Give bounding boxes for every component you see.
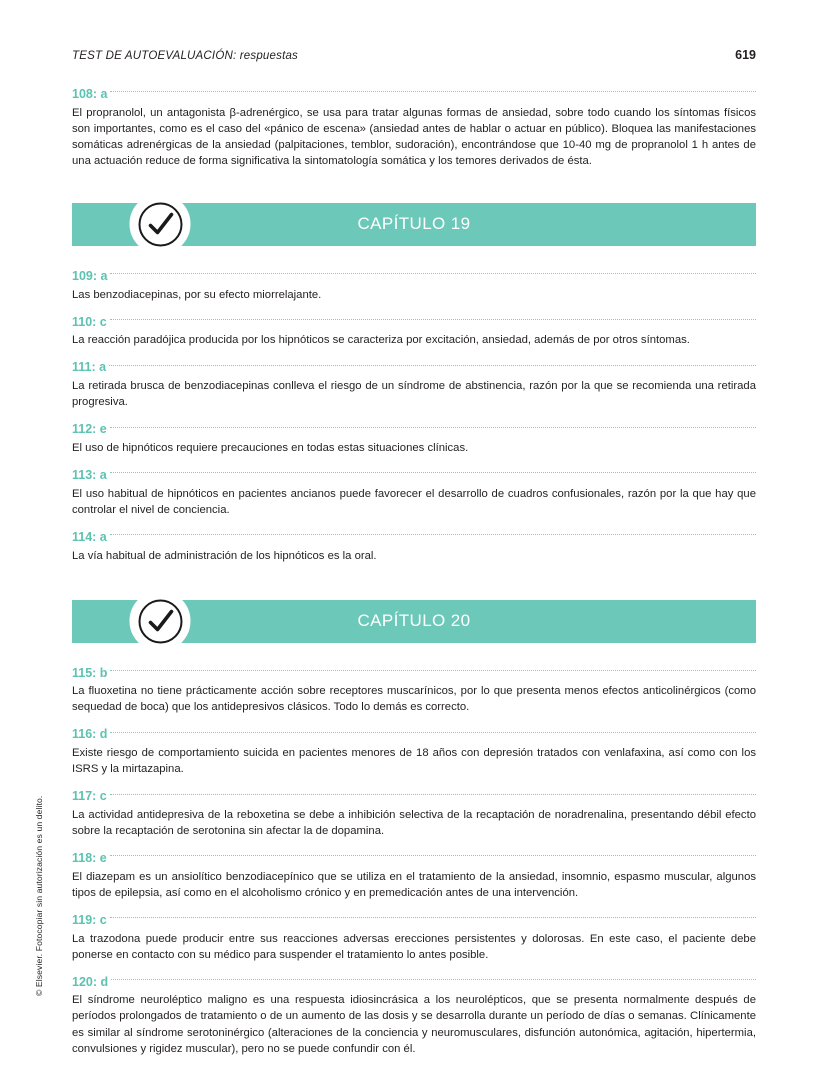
- answer-label-row: [72, 914, 756, 928]
- answer-text: La actividad antidepresiva de la reboxetina se debe a inhibición selectiva de la recaptación de noradrenalina, presentando débil efecto sobre la recaptación de serotonina sin afectar la de dopamina.: [72, 809, 756, 838]
- answer-text: El diazepam es un ansiolítico benzodiacepínico que se utiliza en el tratamiento de la ansiedad, insomnio, espasmo muscular, algunos tipos de epilepsia, así como en el alcoholismo crónico y en premedicación antes de una intervención.: [72, 870, 756, 899]
- chapter-banner: [72, 203, 756, 246]
- answer-label: 114: a: [72, 529, 107, 544]
- answer-label-row: [72, 88, 756, 102]
- answer-label: 116: d: [72, 727, 108, 742]
- check-mark-icon: [130, 194, 191, 255]
- answer-label: 113: a: [72, 468, 107, 483]
- dot-leader: [110, 91, 756, 92]
- answer-text: Las benzodiacepinas, por su efecto miorrelajante.: [72, 288, 322, 301]
- copyright-notice: © Elsevier. Fotocopiar sin autorización es un delito.: [34, 795, 44, 996]
- answer-label-row: [72, 423, 756, 437]
- answer-text: La fluoxetina no tiene prácticamente acción sobre receptores muscarínicos, por lo que presenta menos efectos anticolinérgicos (como sequedad de boca) que los antidepresivos clásicos. Todo lo demás es correcto.: [72, 685, 756, 714]
- answer-block: [72, 361, 756, 410]
- running-head: [72, 48, 756, 62]
- answer-block: [72, 531, 756, 564]
- answer-label-row: [72, 316, 756, 330]
- answer-label: 112: e: [72, 422, 107, 437]
- dot-leader: [110, 670, 756, 671]
- answer-label-row: [72, 469, 756, 483]
- dot-leader: [111, 979, 756, 980]
- page-number: 619: [735, 48, 756, 62]
- answer-text: El uso de hipnóticos requiere precauciones en todas estas situaciones clínicas.: [72, 442, 469, 454]
- answer-label-row: [72, 852, 756, 866]
- content-column: [72, 88, 756, 1070]
- answer-block: [72, 790, 756, 839]
- answer-block: [72, 976, 756, 1057]
- answer-label-row: [72, 976, 756, 990]
- dot-leader: [110, 472, 756, 473]
- answer-label-row: [72, 531, 756, 545]
- answer-block: [72, 469, 756, 518]
- answer-text: El propranolol, un antagonista β-adrenérgico, se usa para tratar algunas formas de ansiedad, sobre todo cuando los síntomas físicos son importantes, como es el caso del «pánico de escena» (ansiedad antes de hablar o actuar en público). Bloquea las manifestaciones somáticas adrenérgicas de la ansiedad (palpitaciones, temblor, sudoración), encontrándose que 10-40 mg de propranolol 1 h antes de una actuación reduce de forma significativa la sintomatología somática y los temores derivados de ésta.: [72, 106, 756, 167]
- chapter-label: CAPÍTULO 20: [357, 611, 471, 631]
- dot-leader: [110, 534, 756, 535]
- dot-leader: [110, 917, 756, 918]
- answer-block: [72, 316, 756, 349]
- dot-leader: [109, 365, 756, 366]
- answer-label-row: [72, 728, 756, 742]
- answer-label: 120: d: [72, 974, 109, 989]
- answer-text: La retirada brusca de benzodiacepinas conlleva el riesgo de un síndrome de abstinencia, razón por la que se recomienda una retirada progresiva.: [72, 380, 756, 409]
- answer-block: [72, 728, 756, 777]
- chapter-label: CAPÍTULO 19: [357, 214, 471, 234]
- dot-leader: [110, 427, 756, 428]
- answer-text: El uso habitual de hipnóticos en pacientes ancianos puede favorecer el desarrollo de cuadros confusionales, razón por la que hay que controlar el nivel de conciencia.: [72, 487, 756, 516]
- answer-block: [72, 667, 756, 716]
- answer-label: 109: a: [72, 268, 108, 283]
- dot-leader: [110, 732, 756, 733]
- answer-label: 110: c: [72, 314, 107, 329]
- answer-label: 111: a: [72, 360, 107, 375]
- answer-text: La reacción paradójica producida por los hipnóticos se caracteriza por excitación, ansiedad, además de por otros síntomas.: [72, 334, 690, 347]
- answer-label: 118: e: [72, 851, 107, 866]
- answer-text: El síndrome neuroléptico maligno es una respuesta idiosincrásica a los neurolépticos, que se presenta normalmente después de períodos prolongados de tratamiento o de un aumento de las dosis y se desarrolla durante un período de días o semanas. Clínicamente es similar al síndrome serotoninérgico (alteraciones de la conciencia y neuromusculares, disfunción autonómica, agitación, hipertermia, convulsiones y rigidez muscular), pero no se puede confundir con él.: [72, 994, 756, 1055]
- answer-text: La vía habitual de administración de los hipnóticos es la oral.: [72, 549, 377, 562]
- running-head-title: TEST DE AUTOEVALUACIÓN: respuestas: [72, 50, 299, 62]
- answer-label-row: [72, 790, 756, 804]
- answer-label: 108: a: [72, 87, 108, 101]
- answer-label-row: [72, 667, 756, 681]
- answer-label: 119: c: [72, 912, 107, 927]
- dot-leader: [110, 794, 756, 795]
- dot-leader: [110, 319, 756, 320]
- answer-block: [72, 423, 756, 456]
- check-mark-icon: [130, 591, 191, 652]
- answer-label: 117: c: [72, 789, 107, 804]
- answer-block: [72, 852, 756, 901]
- answer-label-row: [72, 270, 756, 284]
- answer-text: La trazodona puede producir entre sus reacciones adversas erecciones persistentes y dolorosas. En este caso, el paciente debe ponerse en contacto con su médico para suspender el tratamiento lo antes posible.: [72, 932, 756, 961]
- chapter-banner: [72, 600, 756, 643]
- dot-leader: [110, 855, 756, 856]
- answer-block: [72, 914, 756, 963]
- answer-block: [72, 88, 756, 169]
- answer-block: [72, 270, 756, 303]
- answer-text: Existe riesgo de comportamiento suicida en pacientes menores de 18 años con depresión tratados con venlafaxina, así como con los ISRS y la mirtazapina.: [72, 747, 756, 776]
- answer-label: 115: b: [72, 665, 108, 680]
- answer-label-row: [72, 361, 756, 375]
- dot-leader: [110, 273, 756, 274]
